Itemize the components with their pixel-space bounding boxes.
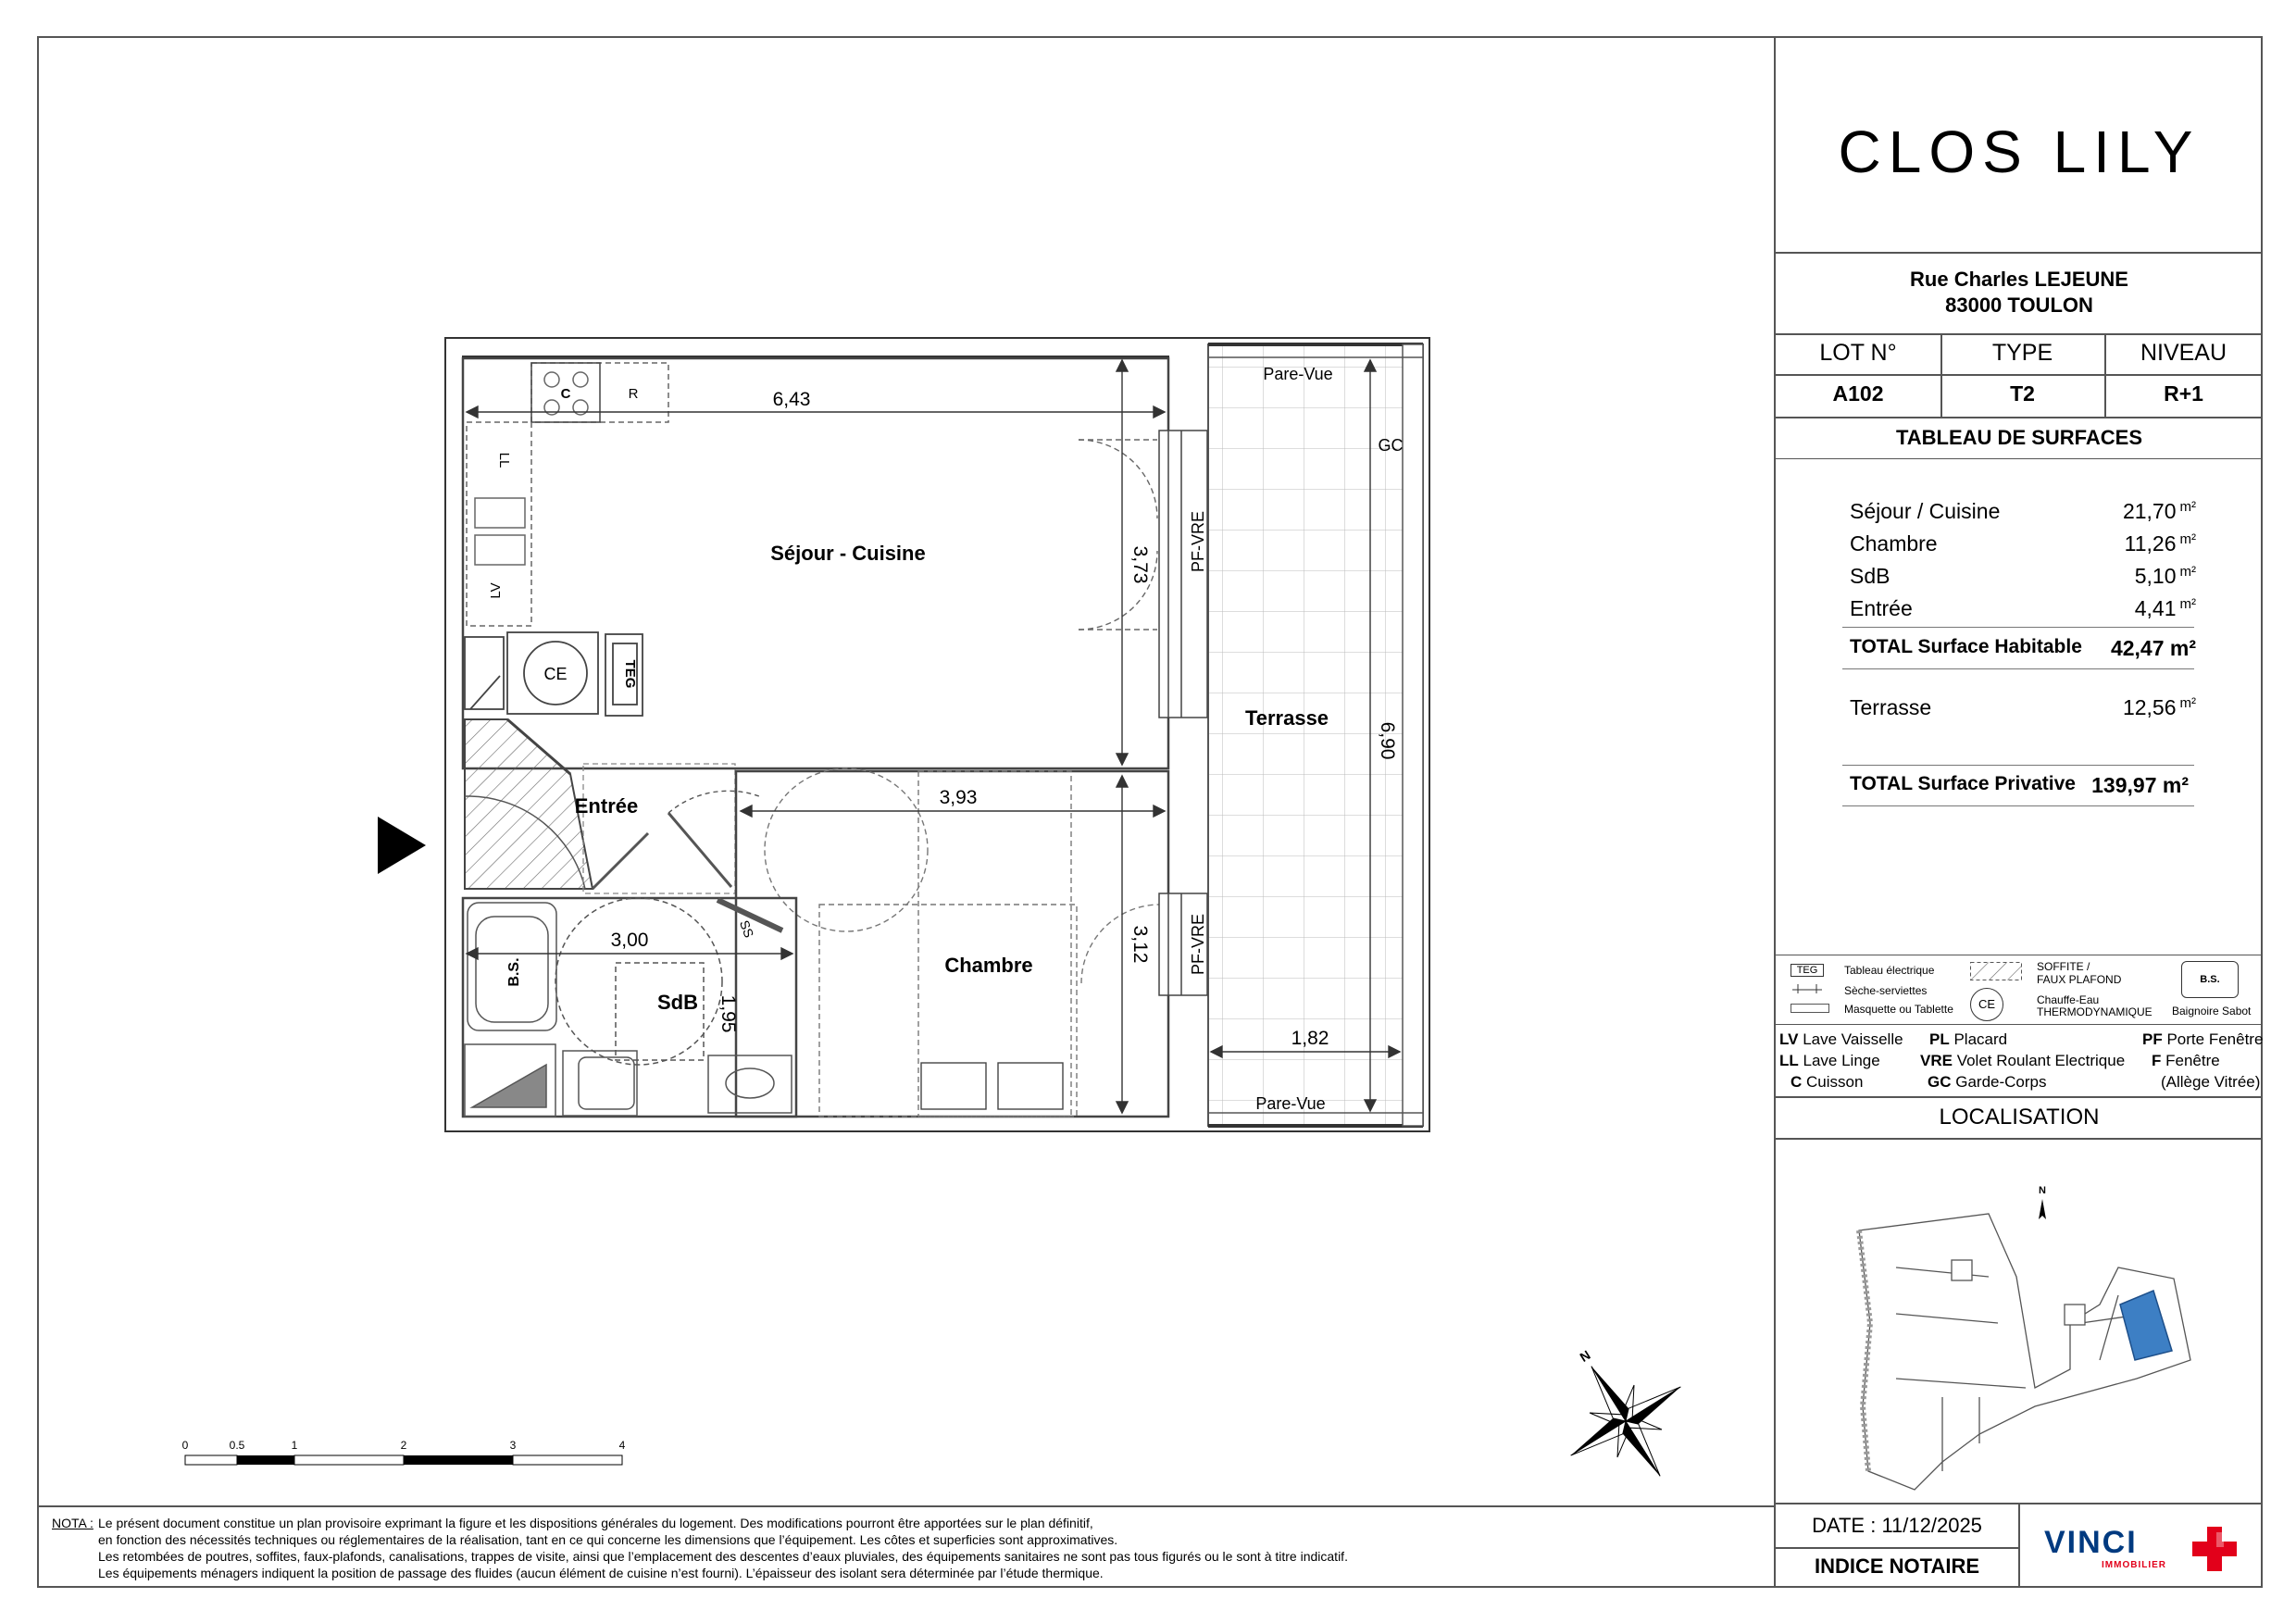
- surface-value: 5,10: [2134, 564, 2177, 588]
- vinci-cross-icon: [2192, 1527, 2237, 1571]
- compass-north-label: N: [1577, 1347, 1593, 1366]
- dim-chambre-width: 3,93: [939, 787, 978, 808]
- room-label-sdb: SdB: [657, 991, 698, 1014]
- dim-terrasse-width: 1,82: [1291, 1028, 1329, 1049]
- room-label-entree: Entrée: [574, 794, 639, 818]
- scale-tick-05: 0.5: [229, 1439, 245, 1452]
- bs-icon: B.S.: [2181, 961, 2239, 998]
- surface-unit: m²: [2179, 564, 2196, 580]
- surface-unit: m²: [2179, 695, 2196, 711]
- label-pf-vre-1: PF-VRE: [1189, 510, 1207, 573]
- surface-value: 11,26: [2124, 531, 2177, 556]
- localisation-site-plan: [1841, 1175, 2211, 1508]
- surface-name: Entrée: [1850, 596, 1913, 620]
- legend-teg-label: Tableau électrique: [1844, 964, 1935, 977]
- total-privative-row: [1776, 773, 2263, 805]
- lot-header: LOT N°: [1819, 340, 1897, 366]
- project-title: CLOS LILY: [1838, 119, 2201, 185]
- legend-seche-label: Sèche-serviettes: [1844, 984, 1928, 997]
- label-teg: TEG: [622, 659, 638, 689]
- surface-row-chambre: [1776, 531, 2263, 563]
- total-habitable-value: 42,47 m²: [2110, 636, 2196, 660]
- label-r: R: [628, 386, 639, 402]
- room-label-terrasse: Terrasse: [1244, 706, 1329, 730]
- abbr-c: C Cuisson: [1791, 1073, 1864, 1091]
- abbr-pf: PF Porte Fenêtre: [2142, 1030, 2264, 1048]
- vinci-sub: IMMOBILIER: [2102, 1560, 2166, 1570]
- address-line-1: Rue Charles LEJEUNE: [1910, 268, 2128, 291]
- legend-soffite-label-1: SOFFITE /: [2037, 960, 2090, 973]
- niveau-value: R+1: [2164, 381, 2203, 406]
- abbr-f-note: (Allège Vitrée): [2161, 1073, 2261, 1091]
- legend-ce-label-1: Chauffe-Eau: [2037, 993, 2100, 1006]
- address-line-2: 83000 TOULON: [1945, 293, 2093, 317]
- surface-unit: m²: [2179, 499, 2196, 515]
- masquette-icon: [1791, 1004, 1829, 1013]
- surface-value: 4,41: [2134, 596, 2177, 620]
- surface-row-terrasse: [1776, 695, 2263, 727]
- legend-bs-label: Baignoire Sabot: [2172, 1005, 2252, 1017]
- total-privative-label: TOTAL Surface Privative: [1850, 773, 2076, 794]
- surface-name: SdB: [1850, 564, 1890, 588]
- sejour-door-arcs: [1079, 440, 1157, 630]
- scale-tick-1: 1: [291, 1439, 298, 1452]
- vinci-logo: [2044, 1525, 2248, 1575]
- abbr-pl: PL Placard: [1929, 1030, 2008, 1048]
- surface-value: 12,56: [2122, 695, 2177, 719]
- label-pf-vre-2: PF-VRE: [1189, 913, 1207, 976]
- seche-serviettes-icon: [1791, 982, 1824, 995]
- surface-row-sejour: [1776, 499, 2263, 531]
- total-habitable-row: [1776, 636, 2263, 668]
- ce-circle-icon: CE: [1970, 988, 2003, 1021]
- label-bs: B.S.: [506, 957, 522, 987]
- abbr-gc: GC Garde-Corps: [1928, 1073, 2047, 1091]
- vinci-wordmark: VINCI: [2044, 1525, 2138, 1560]
- legend-soffite-label-2: FAUX PLAFOND: [2037, 973, 2122, 986]
- indice-notaire: INDICE NOTAIRE: [1814, 1554, 1980, 1578]
- dim-chambre-height: 3,12: [1129, 925, 1151, 964]
- surface-row-sdb: [1776, 564, 2263, 595]
- scale-tick-0: 0: [181, 1439, 189, 1452]
- title-block: [1774, 36, 2263, 1588]
- chambre-room: [736, 771, 1168, 1117]
- scale-tick-3: 3: [509, 1439, 517, 1452]
- total-habitable-label: TOTAL Surface Habitable: [1850, 636, 2082, 657]
- label-ll: LL: [496, 452, 512, 468]
- north-arrow-icon: [2039, 1185, 2046, 1219]
- label-c: C: [560, 386, 571, 402]
- room-label-chambre: Chambre: [944, 954, 1033, 977]
- lot-value: A102: [1832, 381, 1884, 406]
- niveau-header: NIVEAU: [2140, 340, 2227, 366]
- surfaces-title: TABLEAU DE SURFACES: [1895, 426, 2143, 449]
- type-header: TYPE: [1991, 340, 2053, 366]
- dim-sejour-height: 3,73: [1129, 545, 1151, 584]
- legend-masquette-label: Masquette ou Tablette: [1844, 1003, 1953, 1016]
- surface-name: Séjour / Cuisine: [1850, 499, 2001, 523]
- chambre-furniture: [765, 768, 1160, 1117]
- legend-teg-icon: TEG: [1791, 964, 1824, 977]
- soffite-hatch-icon: [1970, 962, 2022, 980]
- surface-unit: m²: [2179, 596, 2196, 612]
- abbr-vre: VRE Volet Roulant Electrique: [1920, 1052, 2126, 1069]
- scale-bar: [182, 1439, 626, 1465]
- svg-text:N: N: [2039, 1185, 2046, 1196]
- nota-label: NOTA :: [52, 1516, 94, 1530]
- label-lv: LV: [488, 582, 504, 599]
- scale-tick-2: 2: [400, 1439, 407, 1452]
- room-label-sejour: Séjour - Cuisine: [770, 542, 926, 565]
- localisation-title: LOCALISATION: [1939, 1105, 2100, 1130]
- surface-row-entree: [1776, 596, 2263, 628]
- label-pare-vue-bottom: Pare-Vue: [1255, 1094, 1326, 1113]
- entrance-arrow: [378, 817, 426, 874]
- surface-name: Chambre: [1850, 531, 1938, 556]
- label-ss: SS: [736, 918, 757, 940]
- abbr-f: F Fenêtre: [2152, 1052, 2220, 1069]
- dim-sdb-height: 1,95: [718, 994, 739, 1033]
- pf-vre-window-1: [1159, 431, 1207, 718]
- surface-name: Terrasse: [1850, 695, 1932, 719]
- nota-line: Les retombées de poutres, soffites, faux-plafonds, canalisations, trappes de visite, ainsi que l’emplacement des descentes d’eaux pluviales, des équipements sanitaires ne sont pas tous figurés ou le sont à titre indicatif.: [98, 1549, 1348, 1564]
- label-pare-vue-top: Pare-Vue: [1263, 365, 1333, 383]
- nota-line: Les équipements ménagers indiquent la position de passage des fluides (aucun élément de cuisine n’est fourni). L’épaisseur des isolant sera déterminée par l’étude thermique.: [98, 1566, 1104, 1580]
- surface-unit: m²: [2179, 531, 2196, 547]
- surface-value: 21,70: [2122, 499, 2177, 523]
- legend-ce-label-2: THERMODYNAMIQUE: [2037, 1005, 2152, 1018]
- type-value: T2: [2010, 381, 2035, 406]
- label-gc: GC: [1378, 436, 1404, 455]
- nota-line: en fonction des nécessités techniques ou réglementaires de la réalisation, tant en ce qui concerne les dimensions que l’équipement. Les côtes et superficies sont approximatives.: [98, 1532, 1118, 1547]
- compass-rose-icon: [1526, 1316, 1715, 1509]
- abbr-lv: LV Lave Vaisselle: [1779, 1030, 1903, 1048]
- scale-tick-4: 4: [618, 1439, 626, 1452]
- abbr-ll: LL Lave Linge: [1779, 1052, 1880, 1069]
- dim-sdb-width: 3,00: [610, 930, 649, 951]
- total-privative-value: 139,97 m²: [2091, 773, 2189, 797]
- dim-sejour-width: 6,43: [772, 389, 811, 410]
- label-ce: CE: [543, 665, 568, 683]
- date-label: DATE : 11/12/2025: [1812, 1514, 1982, 1537]
- dim-terrasse-height: 6,90: [1377, 721, 1398, 760]
- nota-line: Le présent document constitue un plan provisoire exprimant la figure et les dispositions générales du logement. Des modifications pourront être apportées sur le plan définitif,: [98, 1516, 1093, 1530]
